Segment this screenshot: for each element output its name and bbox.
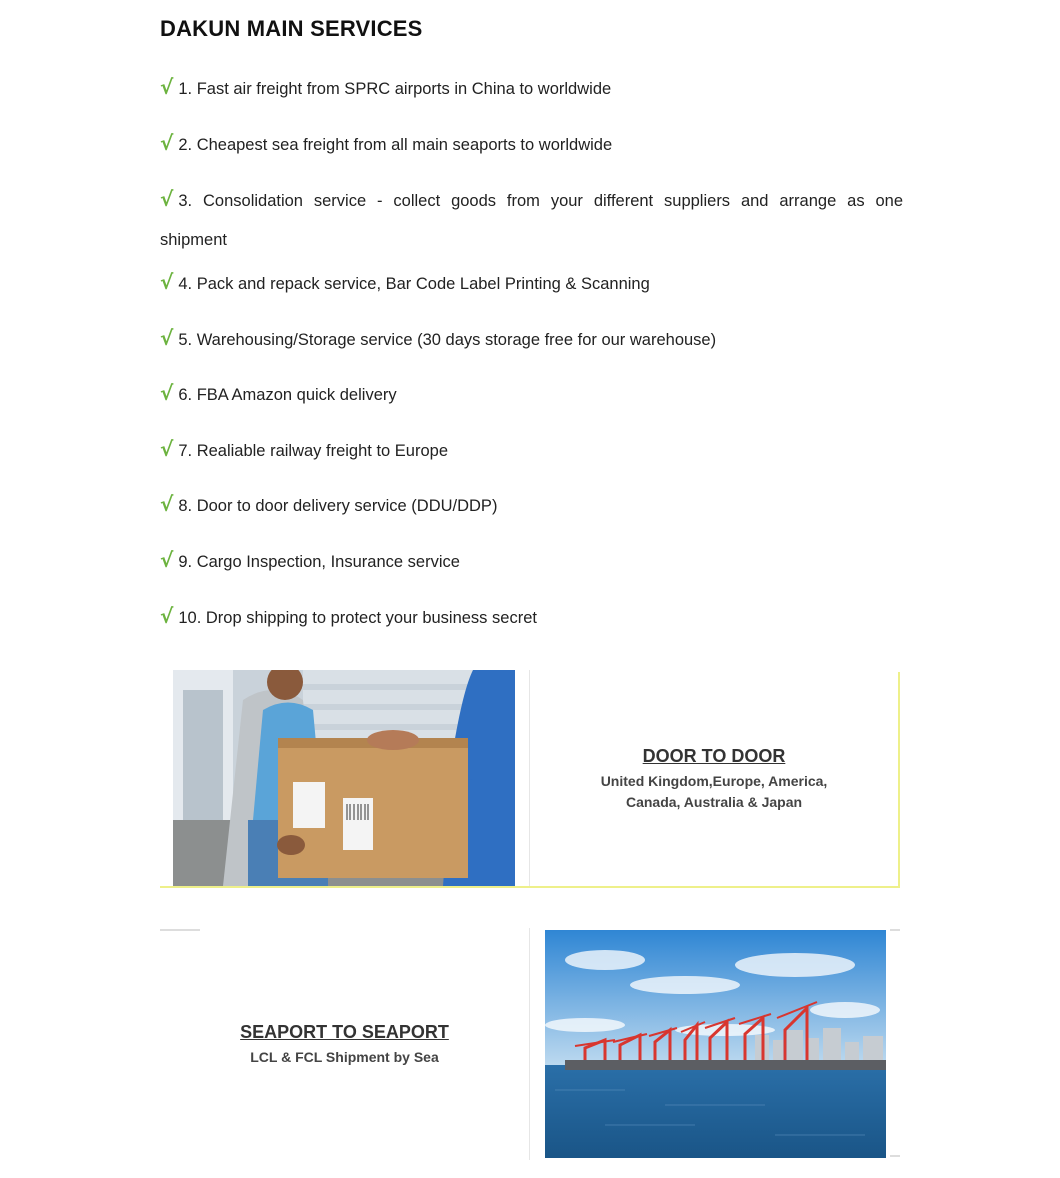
check-icon: √ [160, 437, 174, 461]
card-divider [529, 928, 530, 1160]
check-icon: √ [160, 326, 174, 350]
check-icon: √ [160, 131, 174, 155]
service-item [160, 319, 903, 360]
card-corner-mark [890, 1155, 900, 1157]
card-corner-mark [890, 929, 900, 931]
check-icon: √ [160, 604, 174, 628]
service-text: 4. Pack and repack service, Bar Code Label Printing & Scanning [178, 275, 650, 293]
door-to-door-heading: DOOR TO DOOR [642, 746, 786, 766]
check-icon: √ [160, 492, 174, 516]
check-icon: √ [160, 548, 174, 572]
service-text: 1. Fast air freight from SPRC airports in China to worldwide [178, 80, 612, 98]
door-to-door-card [160, 670, 900, 888]
service-item [160, 485, 903, 526]
service-item [160, 597, 903, 638]
card-border-right [898, 672, 900, 888]
seaport-illustration [545, 930, 886, 1158]
service-item [160, 430, 903, 471]
service-item [160, 180, 903, 260]
door-to-door-text [530, 746, 898, 813]
service-item [160, 541, 903, 582]
service-item [160, 68, 903, 109]
service-item [160, 374, 903, 415]
seaport-card [160, 928, 900, 1160]
service-text: 10. Drop shipping to protect your business secret [178, 609, 537, 627]
service-item [160, 124, 903, 165]
service-text: 3. Consolidation service - collect goods from your different suppliers and arrange as one shipment [160, 192, 903, 249]
door-to-door-regions-line2: Canada, Australia & Japan [625, 794, 803, 810]
card-corner-mark [160, 929, 200, 931]
service-text: 2. Cheapest sea freight from all main seaports to worldwide [178, 136, 613, 154]
seaport-photo [545, 930, 886, 1158]
service-text: 8. Door to door delivery service (DDU/DDP) [178, 497, 498, 515]
check-icon: √ [160, 381, 174, 405]
seaport-heading: SEAPORT TO SEAPORT [240, 1022, 449, 1042]
check-icon: √ [160, 75, 174, 99]
service-text: 6. FBA Amazon quick delivery [178, 386, 397, 404]
service-item [160, 263, 903, 304]
check-icon: √ [160, 270, 174, 294]
card-border-bottom [160, 886, 900, 888]
door-to-door-regions-line1: United Kingdom,Europe, America, [600, 773, 828, 789]
service-text: 7. Realiable railway freight to Europe [178, 442, 448, 460]
check-icon: √ [160, 187, 174, 211]
delivery-photo [173, 670, 515, 886]
service-text: 5. Warehousing/Storage service (30 days storage free for our warehouse) [178, 331, 717, 349]
delivery-illustration [173, 670, 515, 886]
seaport-subtitle: LCL & FCL Shipment by Sea [250, 1049, 439, 1065]
service-text: 9. Cargo Inspection, Insurance service [178, 553, 460, 571]
page-title: DAKUN MAIN SERVICES [160, 16, 423, 41]
seaport-text [160, 1022, 529, 1068]
